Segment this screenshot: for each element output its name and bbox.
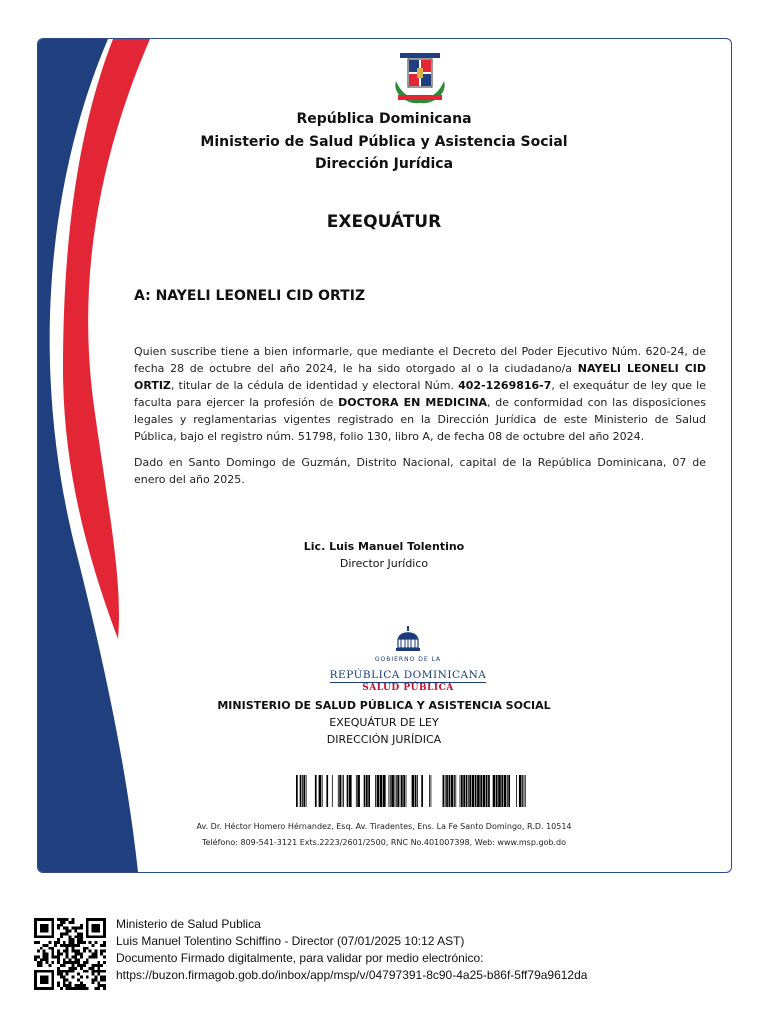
ministry-block-line2: DIRECCIÓN JURÍDICA: [326, 733, 442, 746]
coat-of-arms-icon: [388, 51, 452, 107]
gov-logo-line3: SALUD PÚBLICA: [362, 683, 454, 693]
document-title: EXEQUÁTUR: [326, 212, 442, 232]
gov-logo-line2: REPÚBLICA DOMINICANA: [329, 669, 487, 681]
body-paragraph-1: Quien suscribe tiene a bien informarle, que mediante el Decreto del Poder Ejecutivo Núm. 620-24, de fecha 28 de octubre del año 2024, le ha sido otorgado al o la ciudadano/a NAYELI LEONELI CID ORTIZ, titular de la cédula de identidad y electoral Núm. 402-1269816-7, el exequátur de ley que le faculta para ejercer la profesión de DOCTORA EN MEDICINA, de conformidad con las disposiciones legales y reglamentarias vigentes registrado en la Dirección Jurídica de este Ministerio de Salud Pública, bajo el registro núm. 51798, folio 130, libro A, de fecha 08 de octubre del año 2024.: [134, 345, 707, 443]
ministry-block-title: MINISTERIO DE SALUD PÚBLICA Y ASISTENCIA SOCIAL: [217, 699, 551, 712]
addressee: A: NAYELI LEONELI CID ORTIZ: [134, 288, 366, 304]
citizen-name: NAYELI LEONELI CID ORTIZ: [134, 362, 706, 392]
document-frame: [37, 38, 732, 873]
dome-icon: [390, 624, 426, 652]
digital-signature-line3: Documento Firmado digitalmente, para validar por medio electrónico:: [116, 951, 484, 965]
footer-address: Av. Dr. Héctor Homero Hérnandez, Esq. Av. Tiradentes, Ens. La Fe Santo Domingo, R.D. 10514: [196, 822, 572, 831]
header-department: Dirección Jurídica: [314, 156, 454, 172]
signatory-name: Lic. Luis Manuel Tolentino: [303, 540, 465, 553]
ministry-block-line1: EXEQUÁTUR DE LEY: [329, 716, 439, 729]
barcode-image: [296, 775, 526, 807]
gov-logo-line1: GOBIERNO DE LA: [374, 656, 442, 663]
body-paragraph-2: Dado en Santo Domingo de Guzmán, Distrito Nacional, capital de la República Dominicana, 07 de enero del año 2025.: [134, 456, 706, 486]
header-country: República Dominicana: [296, 111, 472, 127]
profession: DOCTORA EN MEDICINA: [338, 396, 487, 409]
signatory-role: Director Jurídico: [339, 557, 429, 570]
digital-signature-line2: Luis Manuel Tolentino Schiffino - Director (07/01/2025 10:12 AST): [116, 934, 465, 948]
qr-code-image: [34, 918, 106, 990]
footer-contact: Teléfono: 809-541-3121 Exts.2223/2601/2500, RNC No.401007398, Web: www.msp.gob.do: [201, 838, 567, 847]
cedula-number: 402-1269816-7: [458, 379, 552, 392]
header-ministry: Ministerio de Salud Pública y Asistencia Social: [200, 134, 568, 150]
digital-signature-block: [116, 916, 587, 984]
gov-logo: [328, 624, 488, 693]
digital-signature-link[interactable]: https://buzon.firmagob.gob.do/inbox/app/msp/v/04797391-8c90-4a25-b86f-5ff79a9612da: [116, 968, 588, 982]
digital-signature-line1: Ministerio de Salud Publica: [116, 917, 261, 931]
